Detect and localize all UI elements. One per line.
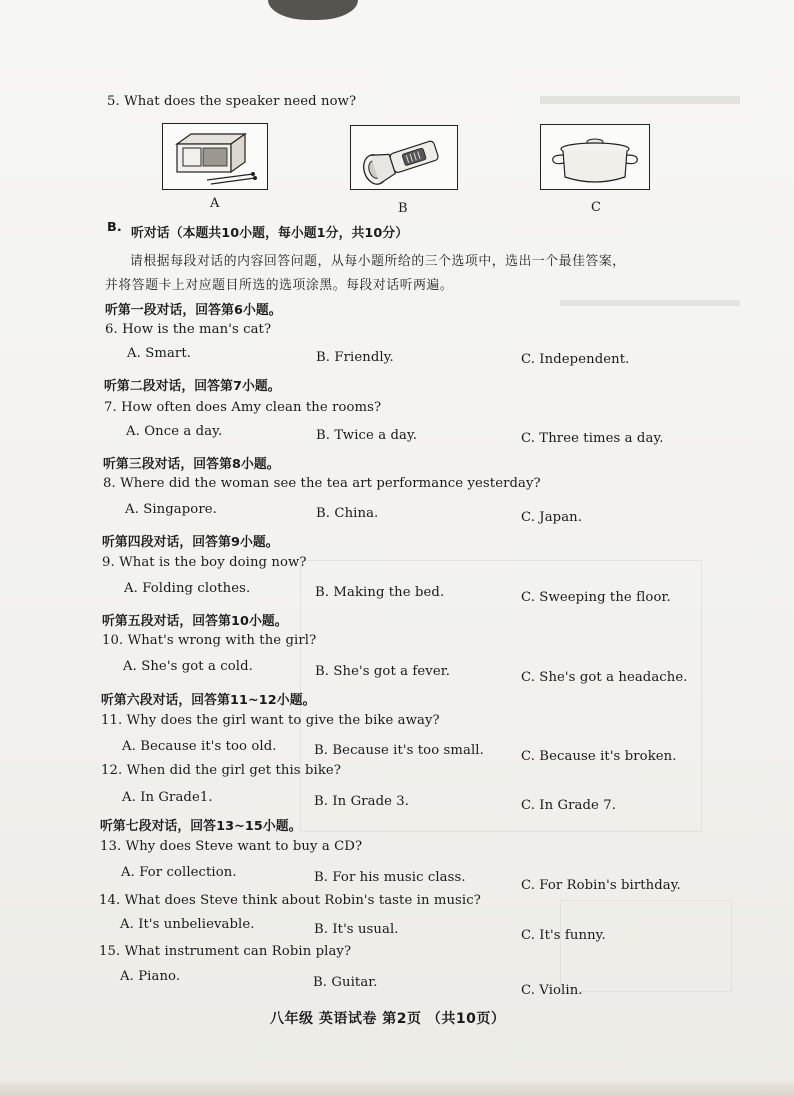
q11-option-b: B. Because it's too small.: [314, 743, 484, 758]
dialogue-3-heading: 听第三段对话，回答第8小题。: [103, 457, 280, 472]
q12-option-a: A. In Grade1.: [122, 790, 213, 805]
question-12: 12. When did the girl get this bike?: [101, 763, 341, 778]
q14-option-c: C. It's funny.: [521, 928, 606, 943]
q8-option-c: C. Japan.: [521, 510, 583, 525]
q7-option-c: C. Three times a day.: [521, 431, 664, 446]
q12-option-b: B. In Grade 3.: [314, 794, 410, 809]
q10-option-a: A. She's got a cold.: [123, 659, 253, 674]
section-b-letter: B.: [107, 220, 122, 235]
q15-option-a: A. Piano.: [120, 969, 181, 984]
q15-option-c: C. Violin.: [521, 983, 583, 998]
q9-option-b: B. Making the bed.: [315, 585, 445, 600]
picture-c-label: C: [591, 200, 601, 215]
section-b-instruction-2: 并将答题卡上对应题目所选的选项涂黑。每段对话听两遍。: [105, 278, 454, 293]
question-14: 14. What does Steve think about Robin's taste in music?: [99, 893, 481, 908]
dialogue-5-heading: 听第五段对话，回答第10小题。: [102, 614, 288, 629]
q10-option-c: C. She's got a headache.: [521, 670, 688, 685]
question-7: 7. How often does Amy clean the rooms?: [104, 400, 382, 415]
q6-option-a: A. Smart.: [127, 346, 192, 361]
dialogue-4-heading: 听第四段对话，回答第9小题。: [102, 535, 279, 550]
picture-c: [540, 124, 650, 190]
q13-option-a: A. For collection.: [121, 865, 237, 880]
picture-b-label: B: [398, 201, 408, 216]
question-6: 6. How is the man's cat?: [105, 322, 272, 337]
pot-icon: [541, 125, 649, 189]
q10-option-b: B. She's got a fever.: [315, 664, 451, 679]
picture-b: [350, 125, 458, 190]
page-bottom-edge: [0, 1082, 794, 1096]
q7-option-a: A. Once a day.: [126, 424, 223, 439]
question-10: 10. What's wrong with the girl?: [102, 633, 317, 648]
question-9: 9. What is the boy doing now?: [102, 555, 307, 570]
q14-option-a: A. It's unbelievable.: [120, 917, 255, 932]
question-15: 15. What instrument can Robin play?: [99, 944, 352, 959]
dialogue-1-heading: 听第一段对话，回答第6小题。: [105, 303, 282, 318]
q11-option-c: C. Because it's broken.: [521, 749, 677, 764]
dialogue-7-heading: 听第七段对话，回答13~15小题。: [100, 819, 302, 834]
section-b-instruction-1: 请根据每段对话的内容回答问题，从每小题所给的三个选项中，选出一个最佳答案，: [130, 254, 626, 269]
q15-option-b: B. Guitar.: [313, 975, 378, 990]
question-5: 5. What does the speaker need now?: [107, 94, 357, 109]
q6-option-b: B. Friendly.: [316, 350, 394, 365]
question-13: 13. Why does Steve want to buy a CD?: [100, 839, 363, 854]
q7-option-b: B. Twice a day.: [316, 428, 418, 443]
page-footer: 八年级 英语试卷 第2页 （共10页）: [270, 1011, 506, 1027]
page-clip-shadow: [268, 0, 358, 20]
q6-option-c: C. Independent.: [521, 352, 630, 367]
section-b-title: 听对话（本题共10小题，每小题1分，共10分）: [131, 226, 409, 241]
dialogue-6-heading: 听第六段对话，回答第11~12小题。: [101, 693, 316, 708]
question-11: 11. Why does the girl want to give the bike away?: [101, 713, 440, 728]
q9-option-a: A. Folding clothes.: [124, 581, 251, 596]
q8-option-a: A. Singapore.: [125, 502, 217, 517]
picture-a: [162, 123, 268, 190]
q12-option-c: C. In Grade 7.: [521, 798, 617, 813]
q8-option-b: B. China.: [316, 506, 379, 521]
q11-option-a: A. Because it's too old.: [122, 739, 277, 754]
q13-option-c: C. For Robin's birthday.: [521, 878, 681, 893]
q9-option-c: C. Sweeping the floor.: [521, 590, 671, 605]
q13-option-b: B. For his music class.: [314, 870, 466, 885]
flashlight-icon: [351, 126, 457, 189]
matchbox-icon: [163, 124, 267, 189]
picture-a-label: A: [210, 196, 220, 211]
question-8: 8. Where did the woman see the tea art performance yesterday?: [103, 476, 541, 491]
q14-option-b: B. It's usual.: [314, 922, 399, 937]
dialogue-2-heading: 听第二段对话，回答第7小题。: [104, 379, 281, 394]
